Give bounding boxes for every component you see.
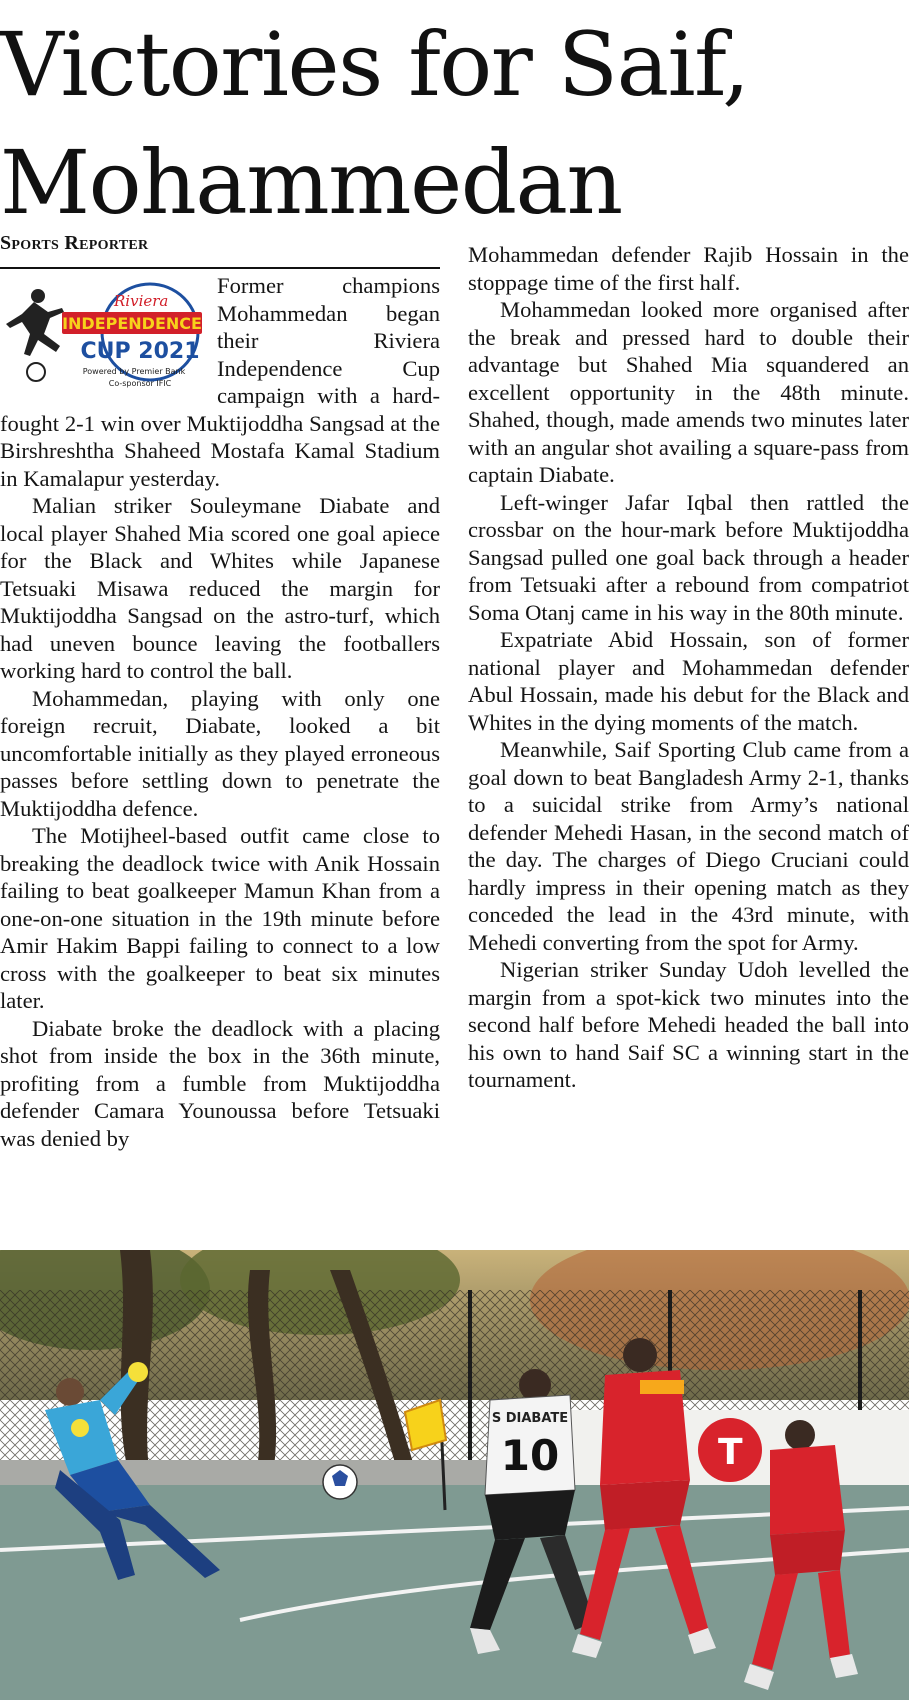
paragraph: Left-winger Jafar Iqbal then rattled the crossbar on the hour-mark before Muktijoddha Sangsad pulled one goal back through a header from Tetsuaki after a rebound from compatriot Soma Otanj came in his way in the 80th minute.: [468, 489, 909, 625]
footballer-silhouette-icon: [6, 289, 64, 381]
article-column-right: [468, 241, 909, 1094]
match-photo: [0, 1250, 909, 1700]
logo-cosponsor: Co-sponsor IFIC: [108, 379, 172, 388]
paragraph: Mohammedan looked more organised after the break and pressed hard to double their advantage but Shahed Mia squandered an excellent opportunity in the 48th minute. Shahed, though, made amends two minutes later with an angular shot availing a square-pass from captain Diabate.: [468, 297, 909, 487]
paragraph: Diabate broke the deadlock with a placing shot from inside the box in the 36th minute, profiting from a fumble from Muktijoddha defender Camara Younoussa before Tetsuaki was denied by: [0, 1015, 440, 1151]
paragraph: Malian striker Souleymane Diabate and local player Shahed Mia scored one goal apiece for the Black and Whites while Japanese Tetsuaki Misawa reduced the margin for Muktijoddha Sangsad on the astro-turf, which had uneven bounce leaving the footballers working hard to control the ball.: [0, 493, 440, 683]
jersey-name: S DIABATE: [491, 1411, 569, 1426]
article-column-left: [0, 272, 440, 1152]
captain-armband: [640, 1380, 684, 1394]
headline-line-1: Victories for Saif,: [0, 13, 749, 116]
logo-subtitle: CUP 2021: [80, 339, 200, 364]
svg-text:T: T: [718, 1432, 743, 1473]
independence-cup-logo: [0, 282, 205, 392]
paragraph: Expatriate Abid Hossain, son of former national player and Mohammedan defender Abul Hossain, made his debut for the Black and Whites in the dying moments of the match.: [468, 627, 909, 735]
headline: [0, 6, 909, 242]
byline: Sports Reporter: [0, 232, 149, 254]
match-photo-illustration: [0, 1250, 909, 1700]
paragraph: The Motijheel-based outfit came close to breaking the deadlock twice with Anik Hossain failing to beat goalkeeper Mamun Khan from a one-on-one situation in the 19th minute before Amir Hakim Bappi failing to connect to a low cross with the goalkeeper to beat six minutes later.: [0, 823, 440, 1013]
paragraph: Mohammedan defender Rajib Hossain in the stoppage time of the first half.: [468, 242, 909, 295]
logo-powered-by: Powered by Premier Bank: [82, 367, 186, 376]
paragraph: Former champions Mohammedan began their Riviera Independence Cup campaign with a hard-fought 2-1 win over Muktijoddha Sangsad at the Birshreshtha Shaheed Mostafa Kamal Stadium in Kamalapur yesterday.: [0, 273, 440, 491]
paragraph: Nigerian striker Sunday Udoh levelled the margin from a spot-kick two minutes into the second half before Mehedi headed the ball into his own to hand Saif SC a winning start in the tournament.: [468, 957, 909, 1092]
paragraph: Mohammedan, playing with only one foreign recruit, Diabate, looked a bit uncomfortable initially as they played erroneous passes before settling down to penetrate the Muktijoddha defence.: [0, 685, 440, 821]
logo-title: INDEPENDENCE: [62, 314, 202, 333]
headline-line-2: Mohammedan: [0, 131, 622, 234]
jersey-number: 10: [500, 1431, 560, 1480]
byline-rule: [0, 267, 440, 269]
logo-brand: Riviera: [114, 292, 169, 310]
paragraph: Meanwhile, Saif Sporting Club came from a goal down to beat Bangladesh Army 2-1, thanks to a suicidal strike from Army’s national defender Mehedi Hasan, in the second match of the day. The charges of Diego Cruciani could hardly impress in their opening match as they conceded the lead in the 43rd minute, with Mehedi converting from the spot for Army.: [468, 737, 909, 955]
